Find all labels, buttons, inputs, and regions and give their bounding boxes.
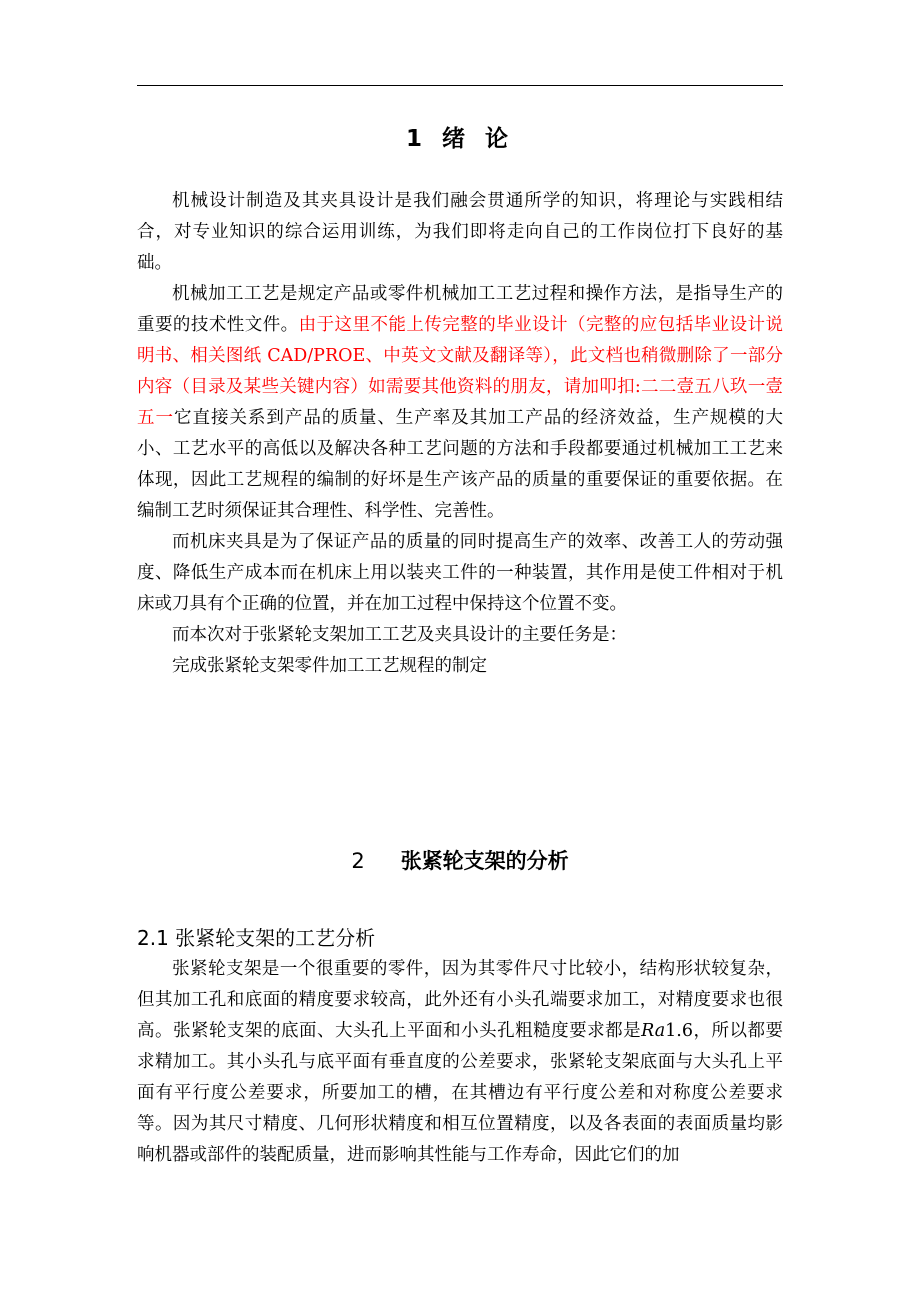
paragraph-text: 张紧轮支架是一个很重要的零件，因为其零件尺寸比较小，结构形状较复杂，但其加工孔和底面的精度要求较高，此外还有小头孔端要求加工，对精度要求也很高。张紧轮支架的底面、大头孔上平面和小头孔粗糙度要求都是 xyxy=(137,959,783,1041)
paragraph-text: ，所以都要求精加工。其小头孔与底平面有垂直度的公差要求，张紧轮支架底面与大头孔上平面有平行度公差要求，所要加工的槽，在其槽边有平行度公差和对称度公差要求等。因为其尺寸精度、几何形状精度和相互位置精度，以及各表面的表面质量均影响机器或部件的装配质量，进而影响其性能与工作寿命，因此它们的加 xyxy=(137,1021,784,1165)
paragraph: 而本次对于张紧轮支架加工工艺及夹具设计的主要任务是： xyxy=(172,625,627,645)
paragraph-text: 机械加工工艺是规定产品或零件机械加工工艺过程和操作方法，是指导生产的重要的技术性文件。 xyxy=(137,284,783,335)
chapter-1-body xyxy=(137,186,783,682)
chapter-2-heading xyxy=(0,845,920,875)
chapter-title: 张紧轮支架的分析 xyxy=(400,849,569,873)
roughness-value: 1.6 xyxy=(665,1021,693,1041)
chapter-1-heading: 1 绪 论 xyxy=(405,126,515,152)
paragraph: 完成张紧轮支架零件加工工艺规程的制定 xyxy=(172,656,487,676)
header-rule xyxy=(137,85,783,86)
paragraph: 机械设计制造及其夹具设计是我们融会贯通所学的知识，将理论与实践相结合，对专业知识的综合运用训练，为我们即将走向自己的工作岗位打下良好的基础。 xyxy=(137,191,783,273)
paragraph xyxy=(137,954,783,1171)
paragraph xyxy=(137,279,783,527)
section-2-1-heading: 2.1 张紧轮支架的工艺分析 xyxy=(137,926,376,950)
paragraph: 而机床夹具是为了保证产品的质量的同时提高生产的效率、改善工人的劳动强度、降低生产成本而在机床上用以装夹工件的一种装置，其作用是使工件相对于机床或刀具有个正确的位置，并在加工过程中保持这个位置不变。 xyxy=(137,532,783,614)
roughness-symbol: Ra xyxy=(641,1021,666,1041)
section-2-1-body xyxy=(137,954,783,1171)
paragraph-text: 它直接关系到产品的质量、生产率及其加工产品的经济效益，生产规模的大小、工艺水平的高低以及解决各种工艺问题的方法和手段都要通过机械加工工艺来体现，因此工艺规程的编制的好坏是生产该产品的质量的重要保证的重要依据。在编制工艺时须保证其合理性、科学性、完善性。 xyxy=(137,408,784,521)
chapter-number: 2 xyxy=(351,849,365,873)
notice-text: 由于这里不能上传完整的毕业设计（完整的应包括毕业设计说明书、相关图纸 CAD/PROE、中英文文献及翻译等），此文档也稍微删除了一部分内容（目录及某些关键内容）如需要其他资料的朋友，请加叩扣:二二壹五八玖一壹五一 xyxy=(137,315,784,428)
